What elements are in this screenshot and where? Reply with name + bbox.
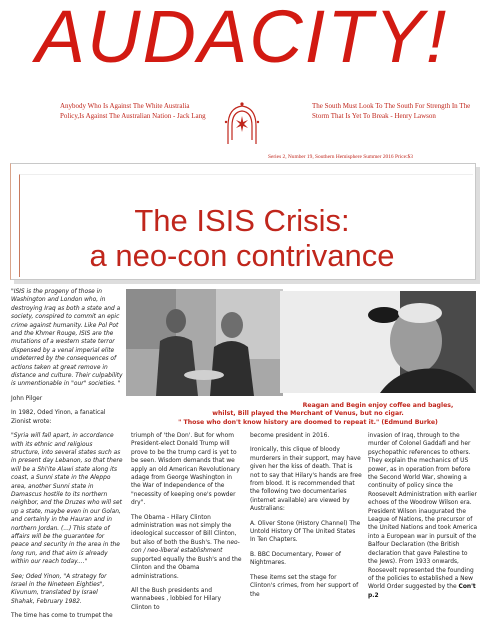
photo-caption xyxy=(134,402,482,427)
column-3-para-3: These items set the stage for Clinton's crimes, from her support of the xyxy=(250,574,359,598)
documentary-list xyxy=(250,520,362,568)
reagan-begin-photo-art xyxy=(126,289,283,396)
column-2-para-2 xyxy=(131,514,243,581)
clinton-photo-art xyxy=(280,291,476,393)
masthead-title: AUDACITY! xyxy=(35,0,449,78)
yinon-source: See; Oded Yinon, "A strategy for Israel in the Nineteen Eighties", Kivunum, translated by Israel Shahak, February 1982. xyxy=(11,573,107,605)
caption-line-3: " Those who don't know history are doomed to repeat it." (Edmund Burke) xyxy=(178,418,438,426)
documentary-item-a: A. Oliver Stone (History Channel) The Untold History Of The United States In Ten Chapters. xyxy=(250,520,361,544)
column-4 xyxy=(368,432,478,606)
caption-line-2: whilst, Bill played the Merchant of Venus, but no cigar. xyxy=(212,410,404,418)
clinton-photo xyxy=(280,291,476,393)
column-3-para-2: Ironically, this clique of bloody murderers in their support, may have given her the kiss of death. That is not to say that Hilary's hands are free from blood. It is recommended that the following two documentaries (internet available) are viewed by Australians: xyxy=(250,447,362,513)
column-4-text: invasion of Iraq, through to the murder of Colonel Gaddafi and her psychopathic references to others. They explain the mechanics of US power, as in operation from before the Second World War, showing a continuity of policy since the Roosevelt Administration with earlier echoes of the Woodrow Wilson era. President Wilson inaugurated the League of Nations, the precursor of the United Nations and took America into a European war in pursuit of the Balfour Declaration (the British declaration that gave Palestine to the Jews). From 1933 onwards, Roosevelt represented the founding of the policies to established a New World Order suggested by the xyxy=(368,433,478,591)
yinon-quote: "Syria will fall apart, in accordance with its ethnic and religious structure, into several states such as in present day Lebanon, so that there will be a Shi'ite Alawi state along its coast, a Sunni state in the Aleppo area, another Sunni state in Damascus hostile to its northern neighbor, and the Druzes who will set up a state, maybe even in our Golan, and certainly in the Hauran and in northern Jordan. (...) This state of affairs will be the guarantee for peace and security in the area in the long run, and that aim is already within our reach today...." xyxy=(11,433,123,566)
column-4-para-1 xyxy=(368,432,478,600)
caption-line-1: Reagan and Begin enjoy coffee and bagles, xyxy=(302,402,454,409)
headline-line-1: The ISIS Crisis: xyxy=(134,203,350,238)
column-1 xyxy=(11,288,123,627)
column-2-para-2-a: The Obama - Hilary Clinton administration was not simply the ideological successor of Bill Clinton, but also of both the Bush's. The xyxy=(131,514,237,546)
yinon-intro: In 1982, Oded Yinon, a fanatical Zionist wrote: xyxy=(11,410,106,425)
column-3-para-1: become president in 2016. xyxy=(250,433,330,439)
column-1-closing: The time has come to trumpet the xyxy=(11,613,113,620)
column-3 xyxy=(250,432,362,605)
pilger-quote: "ISIS is the progeny of those in Washington and London who, in destroying Iraq as both a state and a society, conspired to commit an epic crime against humanity. Like Pol Pot and the Khmer Rouge, ISIS are the mutations of a western state terror dispensed by a venal imperial elite undeterred by the consequences of actions taken at great remove in distance and culture. Their culpability is unmentionable in "our" societies. " xyxy=(11,289,123,388)
emblem-icon xyxy=(222,96,262,148)
masthead-quote-left: Anybody Who Is Against The White Australia Policy,Is Against The Australian Nation - Jack Lang xyxy=(60,102,206,120)
documentary-item-b: B. BBC Documentary, Power of Nightmares. xyxy=(250,551,341,567)
masthead-quote-right: The South Must Look To The South For Strength In The Storm That Is Yet To Break - Henry Lawson xyxy=(312,102,471,120)
column-2-para-2-b: supported equally the Bush's and the Clinton and the Obama administrations. xyxy=(131,556,242,580)
continued-link[interactable]: Con't p.2 xyxy=(368,584,476,599)
column-2 xyxy=(131,432,243,618)
headline-line-2: a neo-con contrivance xyxy=(89,238,395,273)
issue-line: Series 2, Number 19, Southern Hemisphere Summer 2016 Price:$3 xyxy=(268,154,413,160)
column-2-para-1: triumph of 'the Don'. But for whom President-elect Donald Trump will prove to be the trump card is yet to be seen. Wisdom demands that we apply an old American Revolutionary adage from George Washington in the War of Independence of the "necessity of keeping one's powder dry". xyxy=(131,433,240,507)
column-2-para-2-italic: neo-con / neo-liberal establishment xyxy=(131,539,240,555)
column-2-para-3: All the Bush presidents and wannabees , lobbied for Hilary Clinton to xyxy=(131,587,221,611)
reagan-begin-photo xyxy=(126,289,283,396)
masthead xyxy=(0,0,484,78)
pilger-attribution: John Pilger xyxy=(11,395,43,402)
